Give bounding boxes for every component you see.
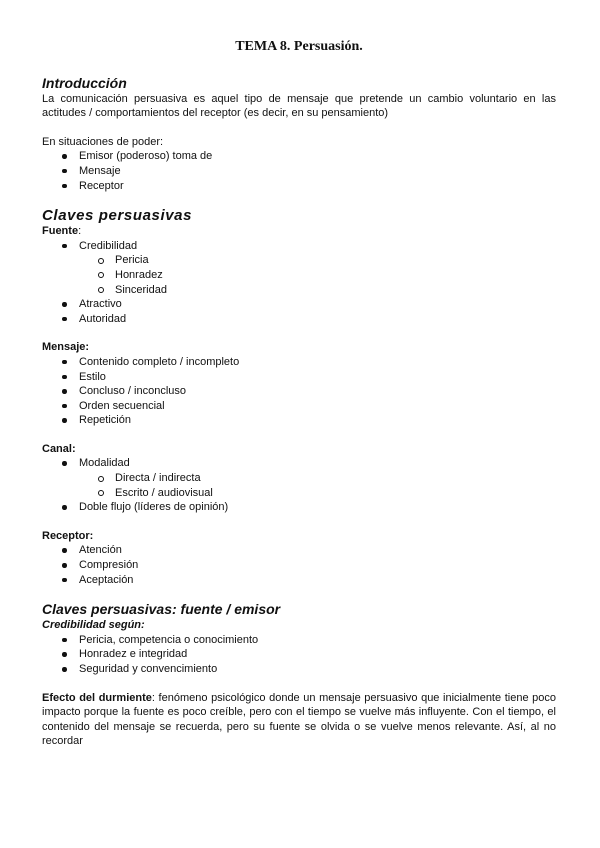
spacer (42, 121, 556, 135)
list-item: Emisor (poderoso) toma de (42, 149, 556, 164)
credibilidad-sublist (42, 253, 556, 297)
canal-list (42, 456, 556, 471)
fuente-list-continued (42, 297, 556, 326)
situations-list (42, 149, 556, 193)
receptor-list (42, 543, 556, 587)
fuente-label-text: Fuente (42, 225, 79, 238)
fuente-list (42, 239, 556, 254)
mensaje-label: Mensaje: (42, 341, 90, 354)
list-item: Atractivo (42, 297, 556, 312)
receptor-label: Receptor: (42, 529, 94, 542)
intro-heading: Introducción (42, 74, 127, 91)
sublist-item: Pericia (42, 253, 556, 268)
list-item: Credibilidad (42, 239, 556, 254)
list-item: Receptor (42, 179, 556, 194)
list-item: Concluso / inconcluso (42, 384, 556, 399)
list-item: Pericia, competencia o conocimiento (42, 633, 556, 648)
canal-label: Canal: (42, 442, 76, 455)
list-item: Mensaje (42, 164, 556, 179)
list-item: Atención (42, 543, 556, 558)
list-item: Autoridad (42, 312, 556, 327)
fuente-label (42, 224, 556, 239)
efecto-term: Efecto del durmiente (42, 691, 152, 704)
spacer (42, 677, 556, 691)
list-item: Contenido completo / incompleto (42, 355, 556, 370)
credibilidad-segun-label: Credibilidad según: (42, 619, 145, 632)
intro-paragraph: La comunicación persuasiva es aquel tipo de mensaje que pretende un cambio voluntario en las actitudes / comportamientos del receptor (es decir, en su pensamiento) (42, 92, 556, 120)
document-title: TEMA 8. Persuasión. (235, 39, 363, 54)
list-item: Doble flujo (líderes de opinión) (42, 500, 556, 515)
list-item: Estilo (42, 370, 556, 385)
sublist-item: Escrito / audiovisual (42, 486, 556, 501)
fuente-colon: : (78, 225, 82, 238)
list-item: Honradez e integridad (42, 647, 556, 662)
credibilidad-segun-list (42, 633, 556, 677)
fuente-emisor-heading: Claves persuasivas: fuente / emisor (42, 601, 281, 618)
document-page (42, 40, 556, 749)
list-item: Seguridad y convencimiento (42, 662, 556, 677)
situations-label: En situaciones de poder: (42, 135, 164, 148)
list-item: Compresión (42, 558, 556, 573)
canal-list-continued (42, 500, 556, 515)
sublist-item: Sinceridad (42, 283, 556, 298)
modalidad-sublist (42, 471, 556, 500)
mensaje-list (42, 355, 556, 428)
efecto-paragraph (42, 691, 556, 749)
list-item: Aceptación (42, 573, 556, 588)
efecto-text: : fenómeno psicológico donde un mensaje persuasivo que inicialmente tiene poco impacto porque la fuente es poco creíble, pero con el tiempo se vuelve más influyente. Con el tiempo, el contenido del mensaje se recuerda, pero su fuente se olvida o se vuelve menos relevante. Así, al no recordar (42, 691, 557, 748)
list-item: Modalidad (42, 456, 556, 471)
claves-heading: Claves persuasivas (42, 207, 193, 225)
sublist-item: Directa / indirecta (42, 471, 556, 486)
sublist-item: Honradez (42, 268, 556, 283)
list-item: Repetición (42, 413, 556, 428)
list-item: Orden secuencial (42, 399, 556, 414)
